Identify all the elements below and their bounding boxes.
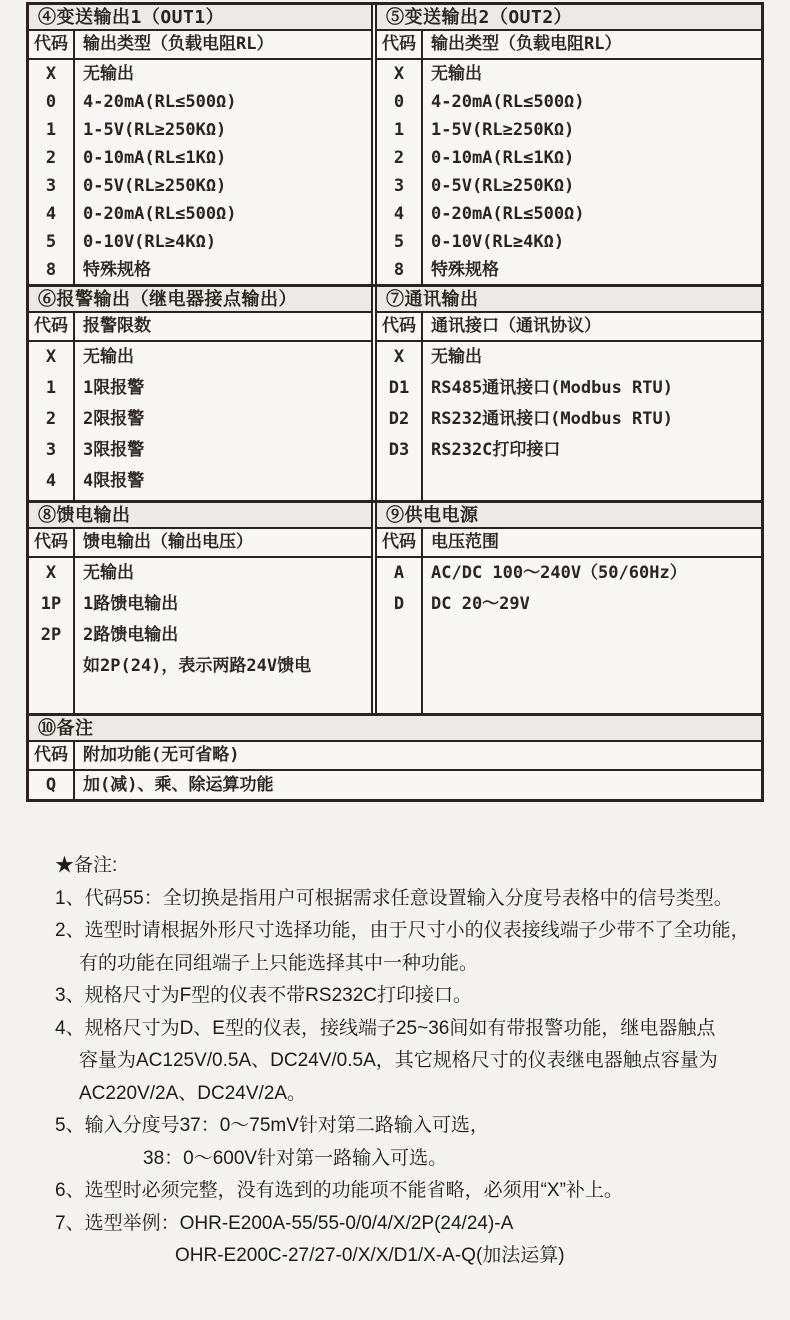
code-cell: 4 xyxy=(393,204,405,224)
desc-cell: 无输出 xyxy=(83,563,134,583)
desc-cell: 2限报警 xyxy=(83,409,145,429)
code-cell: 5 xyxy=(393,232,405,252)
desc-column xyxy=(423,558,761,713)
desc-cell: 0-10mA(RL≤1KΩ) xyxy=(83,148,227,168)
code-column-header: 代码 xyxy=(377,313,423,340)
desc-cell: 4-20mA(RL≤500Ω) xyxy=(431,92,585,112)
code-column-header: 代码 xyxy=(377,31,423,58)
column-header-row xyxy=(29,313,371,342)
desc-column-header: 馈电输出（输出电压） xyxy=(83,532,253,552)
section-title: ⑧馈电输出 xyxy=(29,503,371,529)
desc-cell: 0-5V(RL≥250KΩ) xyxy=(83,176,227,196)
section-communication-output xyxy=(375,287,761,500)
desc-cell: 0-20mA(RL≤500Ω) xyxy=(83,204,237,224)
desc-cell: AC/DC 100～240V（50/60Hz） xyxy=(431,563,687,583)
code-cell: X xyxy=(393,347,405,367)
desc-column-header: 通讯接口（通讯协议） xyxy=(431,316,601,336)
section-row-remarks xyxy=(29,713,761,799)
code-column-header: 代码 xyxy=(29,529,75,556)
desc-cell: 无输出 xyxy=(431,347,482,367)
section-title: ⑤变送输出2（OUT2） xyxy=(377,5,761,31)
code-cell: 2P xyxy=(40,625,62,645)
code-column xyxy=(29,60,75,284)
desc-column xyxy=(75,558,371,713)
footnote-4-line-1: 4、规格尺寸为D、E型的仪表，接线端子25~36间如有带报警功能，继电器触点 xyxy=(55,1017,716,1039)
column-header-row xyxy=(29,31,371,60)
footnote-2-line-2: 有的功能在同组端子上只能选择其中一种功能。 xyxy=(79,952,479,974)
code-cell: 0 xyxy=(393,92,405,112)
desc-cell: 0-10V(RL≥4KΩ) xyxy=(431,232,565,252)
code-cell: 3 xyxy=(393,176,405,196)
footnote-1: 1、代码55：全切换是指用户可根据需求任意设置输入分度号表格中的信号类型。 xyxy=(55,887,733,909)
section-body xyxy=(29,771,761,799)
section-title: ⑦通讯输出 xyxy=(377,287,761,313)
desc-cell: 3限报警 xyxy=(83,440,145,460)
code-cell: X xyxy=(393,64,405,84)
column-header-row xyxy=(29,742,761,771)
code-cell: X xyxy=(45,347,57,367)
column-header-row xyxy=(377,529,761,558)
code-cell: 3 xyxy=(45,440,57,460)
section-transmission-output-2 xyxy=(375,5,761,284)
section-body xyxy=(29,558,371,713)
desc-column xyxy=(75,342,371,500)
desc-column-header: 输出类型（负载电阻RL） xyxy=(431,34,622,54)
code-column-header: 代码 xyxy=(377,529,423,556)
desc-column xyxy=(423,60,761,284)
footnote-2-line-1: 2、选型时请根据外形尺寸选择功能，由于尺寸小的仪表接线端子少带不了全功能， xyxy=(55,920,750,941)
desc-cell: DC 20～29V xyxy=(431,594,530,614)
desc-cell: 特殊规格 xyxy=(83,260,151,280)
section-feed-output xyxy=(29,503,373,713)
desc-cell: 1-5V(RL≥250KΩ) xyxy=(83,120,227,140)
desc-cell: 特殊规格 xyxy=(431,260,499,280)
footnote-7-line-1: 7、选型举例：OHR-E200A-55/55-0/0/4/X/2P(24/24)-A xyxy=(55,1212,514,1234)
footnote-4-line-3: AC220V/2A、DC24V/2A。 xyxy=(79,1082,307,1104)
code-cell: 1 xyxy=(45,378,57,398)
section-body xyxy=(29,60,371,284)
code-column xyxy=(377,342,423,500)
section-title: ⑥报警输出（继电器接点输出） xyxy=(29,287,371,313)
desc-cell: 2路馈电输出 xyxy=(83,625,179,645)
section-body xyxy=(377,60,761,284)
code-cell: 3 xyxy=(45,176,57,196)
section-body xyxy=(377,558,761,713)
footnote-3: 3、规格尺寸为F型的仪表不带RS232C打印接口。 xyxy=(55,985,472,1006)
code-cell: 1P xyxy=(40,594,62,614)
desc-cell: RS485通讯接口(Modbus RTU) xyxy=(431,378,673,398)
code-cell: D1 xyxy=(388,378,410,398)
section-row-feed-power xyxy=(29,500,761,713)
desc-column-header: 报警限数 xyxy=(83,316,151,336)
section-remarks xyxy=(29,716,761,799)
section-body xyxy=(377,342,761,500)
desc-cell: 1-5V(RL≥250KΩ) xyxy=(431,120,575,140)
desc-column xyxy=(75,771,761,799)
code-cell: 8 xyxy=(393,260,405,280)
section-row-alarm-comm xyxy=(29,284,761,500)
section-row-transmission-outputs xyxy=(29,5,761,284)
code-column-header: 代码 xyxy=(29,313,75,340)
desc-column-header: 输出类型（负载电阻RL） xyxy=(83,34,274,54)
code-cell: 5 xyxy=(45,232,57,252)
code-cell: 1 xyxy=(393,120,405,140)
code-cell: X xyxy=(45,64,57,84)
footnotes xyxy=(55,850,765,1273)
footnote-4-line-2: 容量为AC125V/0.5A、DC24V/0.5A，其它规格尺寸的仪表继电器触点容量为 xyxy=(79,1050,718,1071)
desc-cell: 0-10V(RL≥4KΩ) xyxy=(83,232,217,252)
desc-column-header: 电压范围 xyxy=(431,532,499,552)
spec-table xyxy=(26,2,764,802)
code-cell: D3 xyxy=(388,440,410,460)
code-cell: 2 xyxy=(45,148,57,168)
code-column-header: 代码 xyxy=(29,742,75,769)
desc-cell: 0-20mA(RL≤500Ω) xyxy=(431,204,585,224)
desc-cell: RS232通讯接口(Modbus RTU) xyxy=(431,409,673,429)
desc-cell: 0-5V(RL≥250KΩ) xyxy=(431,176,575,196)
desc-cell: 无输出 xyxy=(83,64,134,84)
code-cell: 4 xyxy=(45,204,57,224)
section-title: ⑩备注 xyxy=(29,716,761,742)
column-header-row xyxy=(29,529,371,558)
code-column xyxy=(377,558,423,713)
code-column xyxy=(29,342,75,500)
desc-cell: 4-20mA(RL≤500Ω) xyxy=(83,92,237,112)
code-column-header: 代码 xyxy=(29,31,75,58)
desc-column xyxy=(423,342,761,500)
column-header-row xyxy=(377,313,761,342)
desc-column xyxy=(75,60,371,284)
code-column xyxy=(29,558,75,713)
code-cell: X xyxy=(45,563,57,583)
code-cell: 1 xyxy=(45,120,57,140)
footnote-7-line-2: OHR-E200C-27/27-0/X/X/D1/X-A-Q(加法运算) xyxy=(175,1245,565,1266)
footnotes-title: ★备注: xyxy=(55,855,118,876)
section-alarm-output xyxy=(29,287,373,500)
desc-cell: 无输出 xyxy=(83,347,134,367)
footnote-5-line-1: 5、输入分度号37：0～75mV针对第二路输入可选， xyxy=(55,1115,489,1136)
desc-cell: 无输出 xyxy=(431,64,482,84)
section-power-supply xyxy=(375,503,761,713)
footnote-6: 6、选型时必须完整，没有选到的功能项不能省略，必须用“X”补上。 xyxy=(55,1180,623,1201)
code-column xyxy=(377,60,423,284)
code-cell: A xyxy=(393,563,405,583)
code-cell xyxy=(29,651,73,682)
code-cell: D xyxy=(393,594,405,614)
code-cell: 8 xyxy=(45,260,57,280)
code-cell: 2 xyxy=(393,148,405,168)
desc-cell: 1限报警 xyxy=(83,378,145,398)
desc-cell: 0-10mA(RL≤1KΩ) xyxy=(431,148,575,168)
section-body xyxy=(29,342,371,500)
code-cell: D2 xyxy=(388,409,410,429)
footnote-5-line-2: 38：0～600V针对第一路输入可选。 xyxy=(143,1147,448,1169)
section-title: ⑨供电电源 xyxy=(377,503,761,529)
desc-column-header: 附加功能(无可省略) xyxy=(83,745,240,765)
desc-cell: RS232C打印接口 xyxy=(431,440,561,460)
code-column xyxy=(29,771,75,799)
code-cell: 0 xyxy=(45,92,57,112)
desc-cell: 1路馈电输出 xyxy=(83,594,179,614)
desc-cell: 加(减)、乘、除运算功能 xyxy=(83,775,274,795)
code-cell: Q xyxy=(45,775,57,795)
column-header-row xyxy=(377,31,761,60)
code-cell: 4 xyxy=(45,471,57,491)
desc-cell: 如2P(24)，表示两路24V馈电 xyxy=(83,656,312,676)
section-title: ④变送输出1（OUT1） xyxy=(29,5,371,31)
section-transmission-output-1 xyxy=(29,5,373,284)
desc-cell: 4限报警 xyxy=(83,471,145,491)
code-cell: 2 xyxy=(45,409,57,429)
